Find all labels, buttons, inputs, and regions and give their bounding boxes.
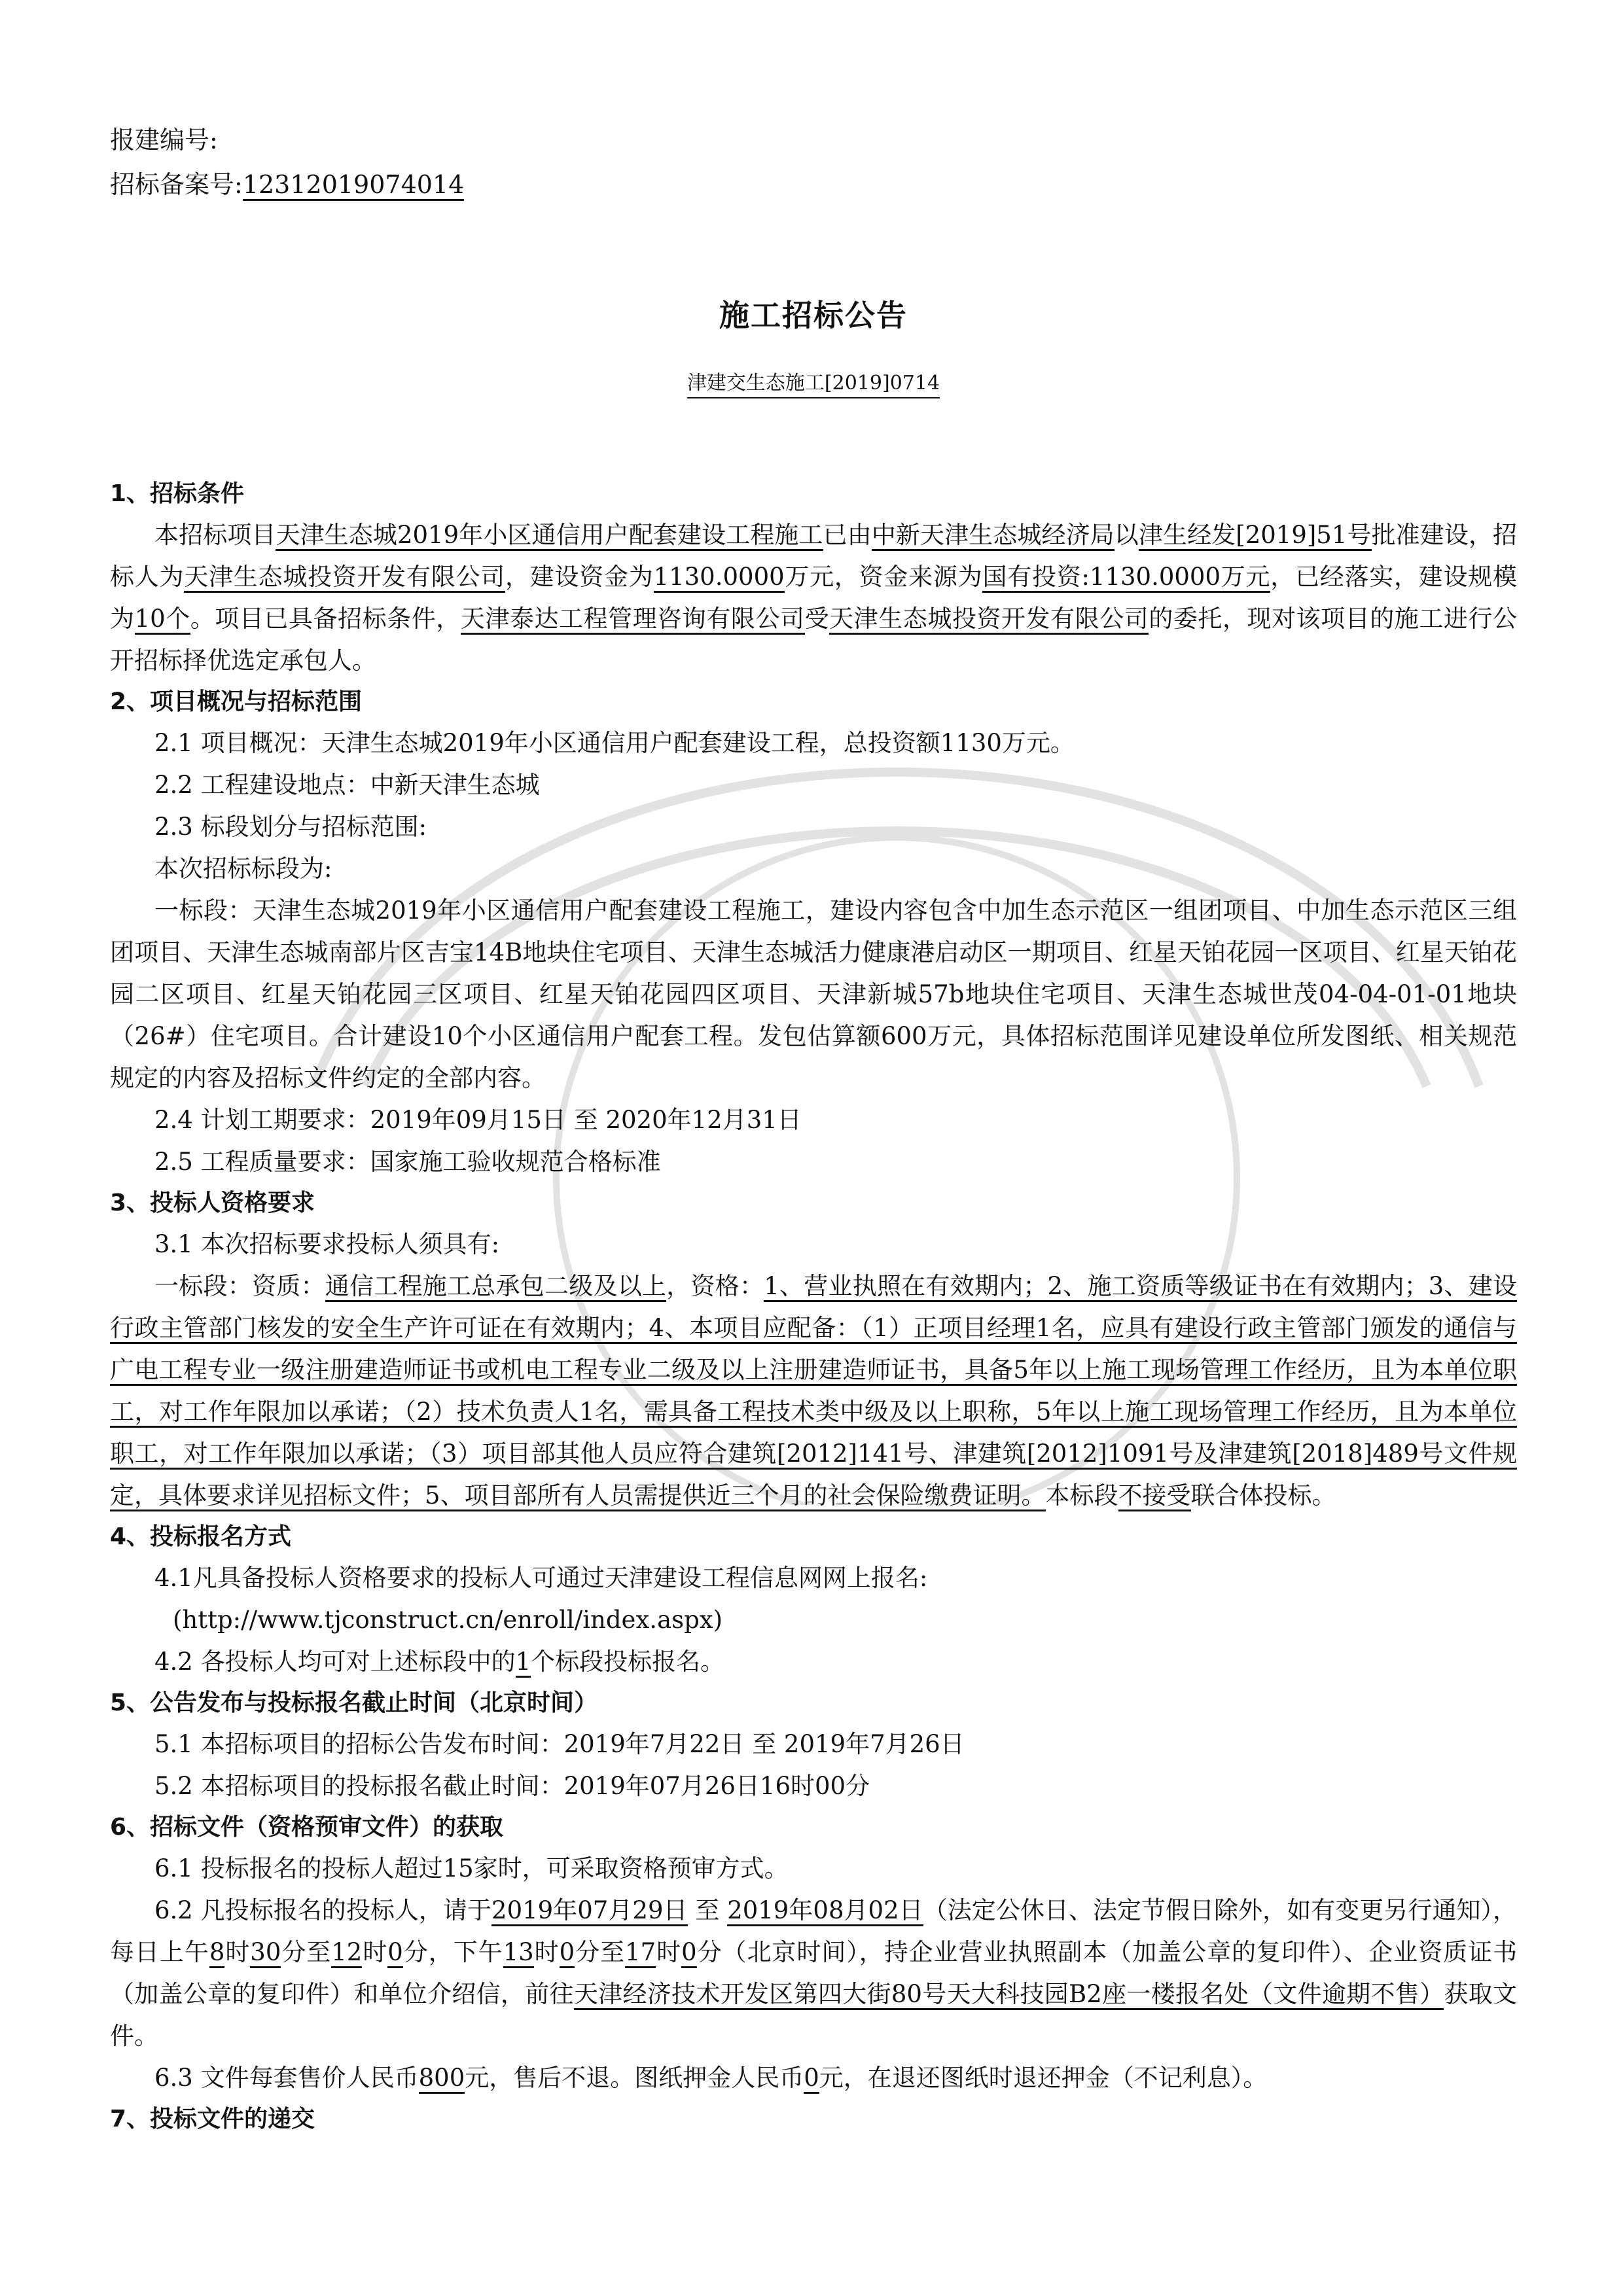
registration-url[interactable]: (http://www.tjconstruct.cn/enroll/index.aspx) [173, 1606, 723, 1634]
section-6-2: 6.2 凡投标报名的投标人，请于2019年07月29日 至 2019年08月02日（法定公休日、法定节假日除外，如有变更另行通知），每日上午8时30分至12时0分，下午13时0分至17时0分（北京时间），持企业营业执照副本（加盖公章的复印件）、企业资质证书（加盖公章的复印件）和单位介绍信，前往天津经济技术开发区第四大街80号天大科技园B2座一楼报名处（文件逾期不售）获取文件。 [110, 1896, 1518, 2050]
report-number [110, 118, 1517, 162]
document-number: 津建交生态施工[2019]0714 [110, 366, 1517, 395]
section-4-heading: 4、投标报名方式 [110, 1523, 292, 1550]
section-5-2: 5.2 本招标项目的投标报名截止时间：2019年07月26日16时00分 [154, 1772, 870, 1800]
section-2-5: 2.5 工程质量要求：国家施工验收规范合格标准 [154, 1148, 661, 1176]
section-7-heading: 7、投标文件的递交 [110, 2106, 315, 2132]
section-2-3-lot: 一标段：天津生态城2019年小区通信用户配套建设工程施工，建设内容包含中加生态示范区一组团项目、中加生态示范区三组团项目、天津生态城南部片区吉宝14B地块住宅项目、天津生态城活力健康港启动区一期项目、红星天铂花园一区项目、红星天铂花园二区项目、红星天铂花园三区项目、红星天铂花园四区项目、天津新城57b地块住宅项目、天津生态城世茂04-04-01-01地块（26#）住宅项目。合计建设10个小区通信用户配套工程。发包估算额600万元，具体招标范围详见建设单位所发图纸、相关规范规定的内容及招标文件约定的全部内容。 [110, 896, 1517, 1092]
section-2-2: 2.2 工程建设地点：中新天津生态城 [154, 771, 540, 799]
report-number-label: 报建编号: [110, 126, 218, 154]
section-2-3: 2.3 标段划分与招标范围: [154, 813, 427, 841]
section-1-paragraph: 本招标项目天津生态城2019年小区通信用户配套建设工程施工已由中新天津生态城经济局以津生经发[2019]51号批准建设，招标人为天津生态城投资开发有限公司，建设资金为1130.0000万元，资金来源为国有投资:1130.0000万元，已经落实，建设规模为10个。项目已具备招标条件，天津泰达工程管理咨询有限公司受天津生态城投资开发有限公司的委托，现对该项目的施工进行公开招标择优选定承包人。 [110, 521, 1518, 675]
section-2-4: 2.4 计划工期要求：2019年09月15日 至 2020年12月31日 [154, 1106, 802, 1134]
section-4-1: 4.1凡具备投标人资格要求的投标人可通过天津建设工程信息网网上报名: [154, 1564, 928, 1592]
section-4-2: 4.2 各投标人均可对上述标段中的1个标段投标报名。 [110, 1641, 1517, 1683]
section-1-heading: 1、招标条件 [110, 480, 245, 507]
section-6-heading: 6、招标文件（资格预审文件）的获取 [110, 1814, 504, 1841]
section-3-heading: 3、投标人资格要求 [110, 1190, 315, 1216]
section-3-1: 3.1 本次招标要求投标人须具有: [154, 1230, 500, 1258]
section-5-1: 5.1 本招标项目的招标公告发布时间：2019年7月22日 至 2019年7月26日 [154, 1730, 965, 1758]
notice-body [110, 474, 1517, 2140]
section-6-3: 6.3 文件每套售价人民币800元，售后不退。图纸押金人民币0元，在退还图纸时退还押金（不记利息）。 [110, 2057, 1517, 2099]
page-title: 施工招标公告 [719, 298, 908, 333]
section-2-3-intro: 本次招标标段为: [154, 855, 332, 883]
section-6-1: 6.1 投标报名的投标人超过15家时，可采取资格预审方式。 [154, 1854, 789, 1882]
filing-number-value: 12312019074014 [243, 170, 464, 201]
filing-number-label: 招标备案号: [110, 170, 243, 199]
section-2-heading: 2、项目概况与招标范围 [110, 688, 363, 715]
filing-number [110, 162, 1517, 207]
section-3-lot-requirements: 一标段：资质：通信工程施工总承包二级及以上，资格：1、营业执照在有效期内；2、施工资质等级证书在有效期内；3、建设行政主管部门核发的安全生产许可证在有效期内；4、本项目应配备：（1）正项目经理1名，应具有建设行政主管部门颁发的通信与广电工程专业一级注册建造师证书或机电工程专业二级及以上注册建造师证书，具备5年以上施工现场管理工作经历，且为本单位职工，对工作年限加以承诺；（2）技术负责人1名，需具备工程技术类中级及以上职称，5年以上施工现场管理工作经历，且为本单位职工，对工作年限加以承诺；（3）项目部其他人员应符合建筑[2012]141号、津建筑[2012]1091号及津建筑[2018]489号文件规定，具体要求详见招标文件；5、项目部所有人员需提供近三个月的社会保险缴费证明。本标段不接受联合体投标。 [110, 1265, 1517, 1517]
section-2-1: 2.1 项目概况：天津生态城2019年小区通信用户配套建设工程，总投资额1130万元。 [154, 729, 1075, 757]
section-5-heading: 5、公告发布与投标报名截止时间（北京时间） [110, 1689, 598, 1716]
